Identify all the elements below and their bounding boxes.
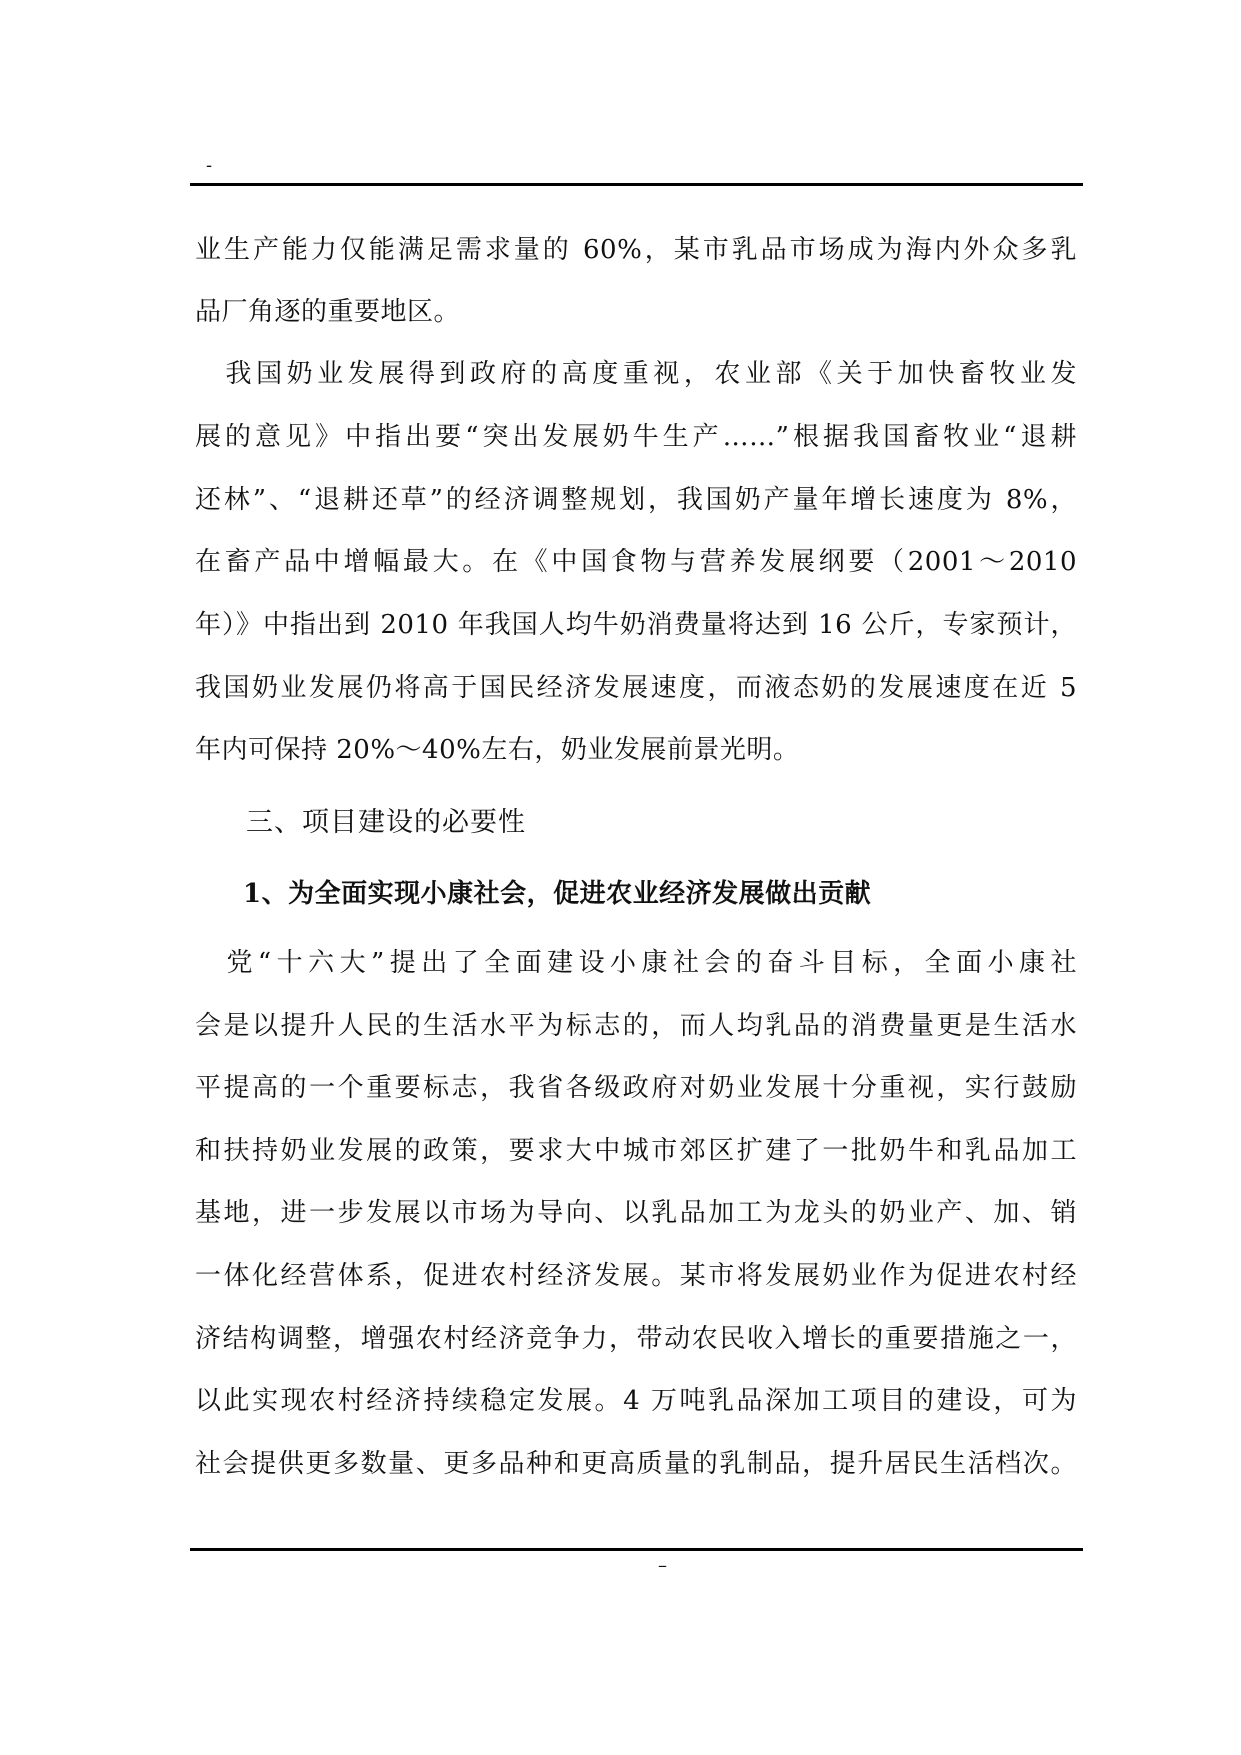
body-line: 平提高的一个重要标志，我省各级政府对奶业发展十分重视，实行鼓励 (195, 1073, 1077, 1103)
body-line: 会是以提升人民的生活水平为标志的，而人均乳品的消费量更是生活水 (195, 1011, 1077, 1041)
sub-title: 1、为全面实现小康社会，促进农业经济发展做出贡献 (243, 879, 872, 909)
body-line: 还林”、“退耕还草”的经济调整规划，我国奶产量年增长速度为 8%， (195, 485, 1077, 515)
body-line: 在畜产品中增幅最大。在《中国食物与营养发展纲要（2001～2010 (195, 547, 1077, 577)
footer-mark: – (658, 1555, 667, 1576)
body-line: 年）》中指出到 2010 年我国人均牛奶消费量将达到 16 公斤，专家预计， (195, 610, 1077, 640)
body-line: 品厂角逐的重要地区。 (195, 297, 461, 327)
body-line: 以此实现农村经济持续稳定发展。4 万吨乳品深加工项目的建设，可为 (195, 1386, 1077, 1416)
header-mark: - (206, 155, 213, 176)
section-title: 三、项目建设的必要性 (246, 807, 526, 838)
body-line: 党“十六大”提出了全面建设小康社会的奋斗目标，全面小康社 (195, 948, 1077, 978)
body-line: 业生产能力仅能满足需求量的 60%，某市乳品市场成为海内外众多乳 (195, 235, 1077, 265)
body-line: 一体化经营体系，促进农村经济发展。某市将发展奶业作为促进农村经 (195, 1261, 1077, 1291)
body-line: 社会提供更多数量、更多品种和更高质量的乳制品，提升居民生活档次。 (195, 1449, 1077, 1479)
header-rule (190, 183, 1083, 186)
body-line: 我国奶业发展得到政府的高度重视，农业部《关于加快畜牧业发 (195, 359, 1077, 389)
body-line: 我国奶业发展仍将高于国民经济发展速度，而液态奶的发展速度在近 5 (195, 673, 1077, 703)
body-line: 展的意见》中指出要“突出发展奶牛生产……”根据我国畜牧业“退耕 (195, 422, 1077, 452)
footer-rule (190, 1548, 1083, 1551)
body-line: 年内可保持 20%～40%左右，奶业发展前景光明。 (195, 735, 800, 765)
body-line: 和扶持奶业发展的政策，要求大中城市郊区扩建了一批奶牛和乳品加工 (195, 1136, 1077, 1166)
body-line: 济结构调整，增强农村经济竞争力，带动农民收入增长的重要措施之一， (195, 1324, 1077, 1354)
body-line: 基地，进一步发展以市场为导向、以乳品加工为龙头的奶业产、加、销 (195, 1198, 1077, 1228)
